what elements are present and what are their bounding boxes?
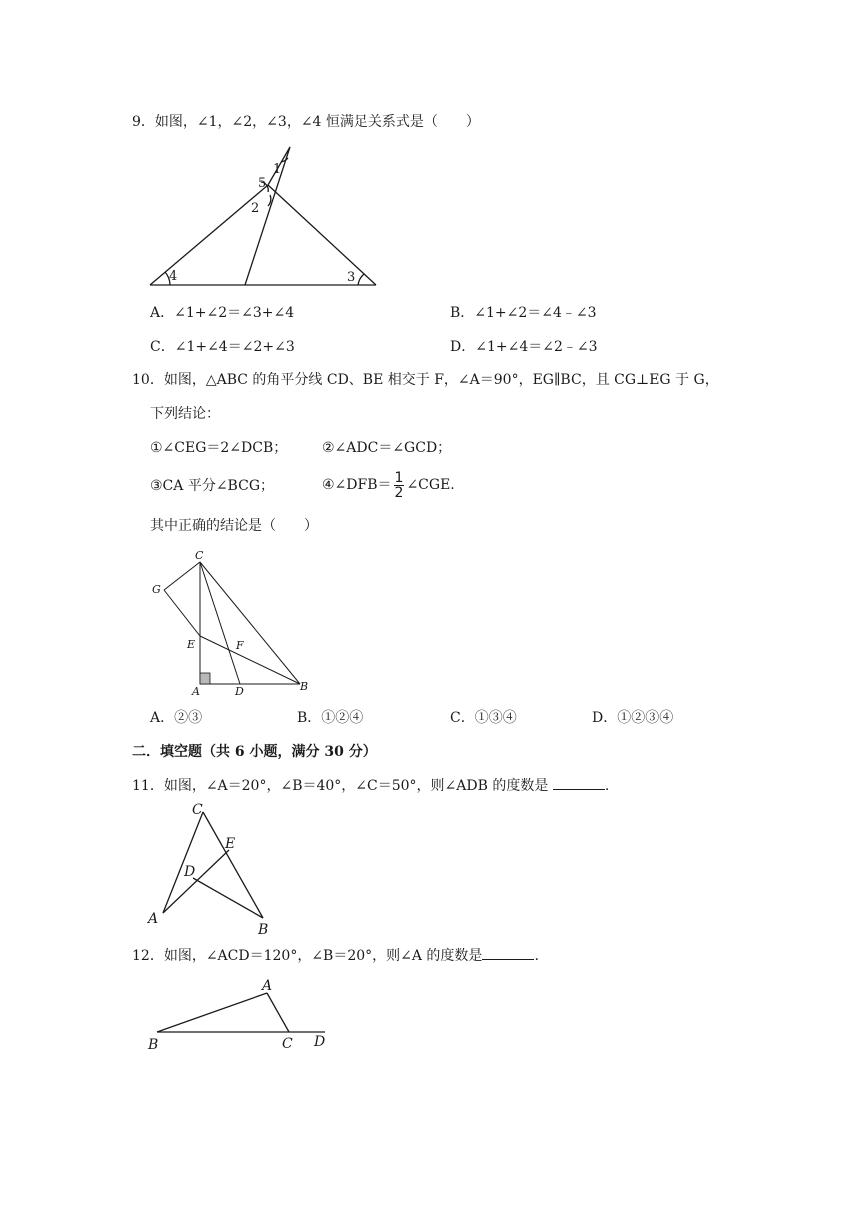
q9-option-d: D．∠1+∠4＝∠2﹣∠3 (450, 339, 598, 355)
q10-conclusion-3: ③CA 平分∠BCG； (150, 478, 274, 494)
q9-option-b: B．∠1+∠2＝∠4﹣∠3 (450, 305, 597, 321)
q12-label-c: C (282, 1036, 293, 1052)
q12-label-d: D (314, 1034, 326, 1050)
q10-c4-pre: ④∠DFB＝ (322, 477, 392, 493)
q10-label-f: F (236, 639, 244, 652)
q9-label-3: 3 (347, 270, 356, 285)
q9-label-1: 1 (273, 162, 282, 177)
q10-stem-2: 下列结论： (150, 406, 220, 422)
q10-fraction-denominator: 2 (394, 484, 404, 501)
q9-stem: 9．如图，∠1，∠2，∠3，∠4 恒满足关系式是（ ） (132, 114, 480, 130)
q11-label-d: D (184, 864, 196, 880)
q9-option-a: A．∠1+∠2＝∠3+∠4 (150, 305, 295, 321)
q10-label-a: A (192, 685, 200, 698)
q10-option-b: B．①②④ (297, 710, 364, 726)
q10-conclusion-4 (322, 468, 455, 502)
q10-label-e: E (187, 638, 196, 651)
q11-label-e: E (225, 836, 236, 852)
q11-stem-end: . (604, 778, 610, 794)
q11-figure (145, 798, 285, 938)
q10-label-b: B (300, 680, 309, 693)
q11-label-c: C (192, 802, 203, 818)
q11-label-a: A (148, 911, 159, 927)
q10-stem: 10．如图，△ABC 的角平分线 CD、BE 相交于 F，∠A＝90°，EG∥BC，且 CG⊥EG 于 G， (132, 372, 719, 388)
q10-ask: 其中正确的结论是（ ） (150, 518, 318, 534)
q9-figure (140, 140, 390, 295)
q10-option-d: D．①②③④ (592, 710, 674, 726)
q12-label-b: B (148, 1037, 159, 1053)
q10-label-c: C (195, 549, 204, 562)
q12-answer-blank (482, 947, 534, 960)
q11-answer-blank (553, 777, 605, 790)
q10-label-g: G (152, 583, 161, 596)
q9-option-c: C．∠1+∠4＝∠2+∠3 (150, 339, 295, 355)
q10-option-a: A．②③ (150, 710, 203, 726)
q12-stem-end: . (534, 948, 539, 964)
q12-stem (132, 946, 539, 966)
q12-label-a: A (262, 978, 273, 994)
q9-label-4: 4 (169, 269, 178, 284)
q10-fraction-numerator: 1 (394, 469, 404, 486)
section-heading: 二．填空题（共 6 小题，满分 30 分） (132, 744, 377, 760)
q12-figure (145, 975, 345, 1055)
q9-label-5: 5 (258, 176, 267, 191)
q10-c4-post: ∠CGE. (406, 477, 455, 493)
q10-conclusion-1: ①∠CEG＝2∠DCB； (150, 440, 288, 456)
q11-label-b: B (258, 922, 269, 938)
q10-fraction (394, 471, 405, 500)
q12-stem-text: 12．如图，∠ACD＝120°，∠B＝20°，则∠A 的度数是 (132, 948, 483, 964)
q10-conclusion-2: ②∠ADC＝∠GCD； (322, 440, 452, 456)
q11-stem (132, 776, 609, 796)
q10-label-d: D (235, 685, 244, 698)
q10-option-c: C．①③④ (450, 710, 517, 726)
q11-stem-text: 11．如图，∠A＝20°，∠B＝40°，∠C＝50°，则∠ADB 的度数是 (132, 778, 549, 794)
q9-label-2: 2 (251, 201, 260, 216)
q10-figure (150, 548, 320, 698)
